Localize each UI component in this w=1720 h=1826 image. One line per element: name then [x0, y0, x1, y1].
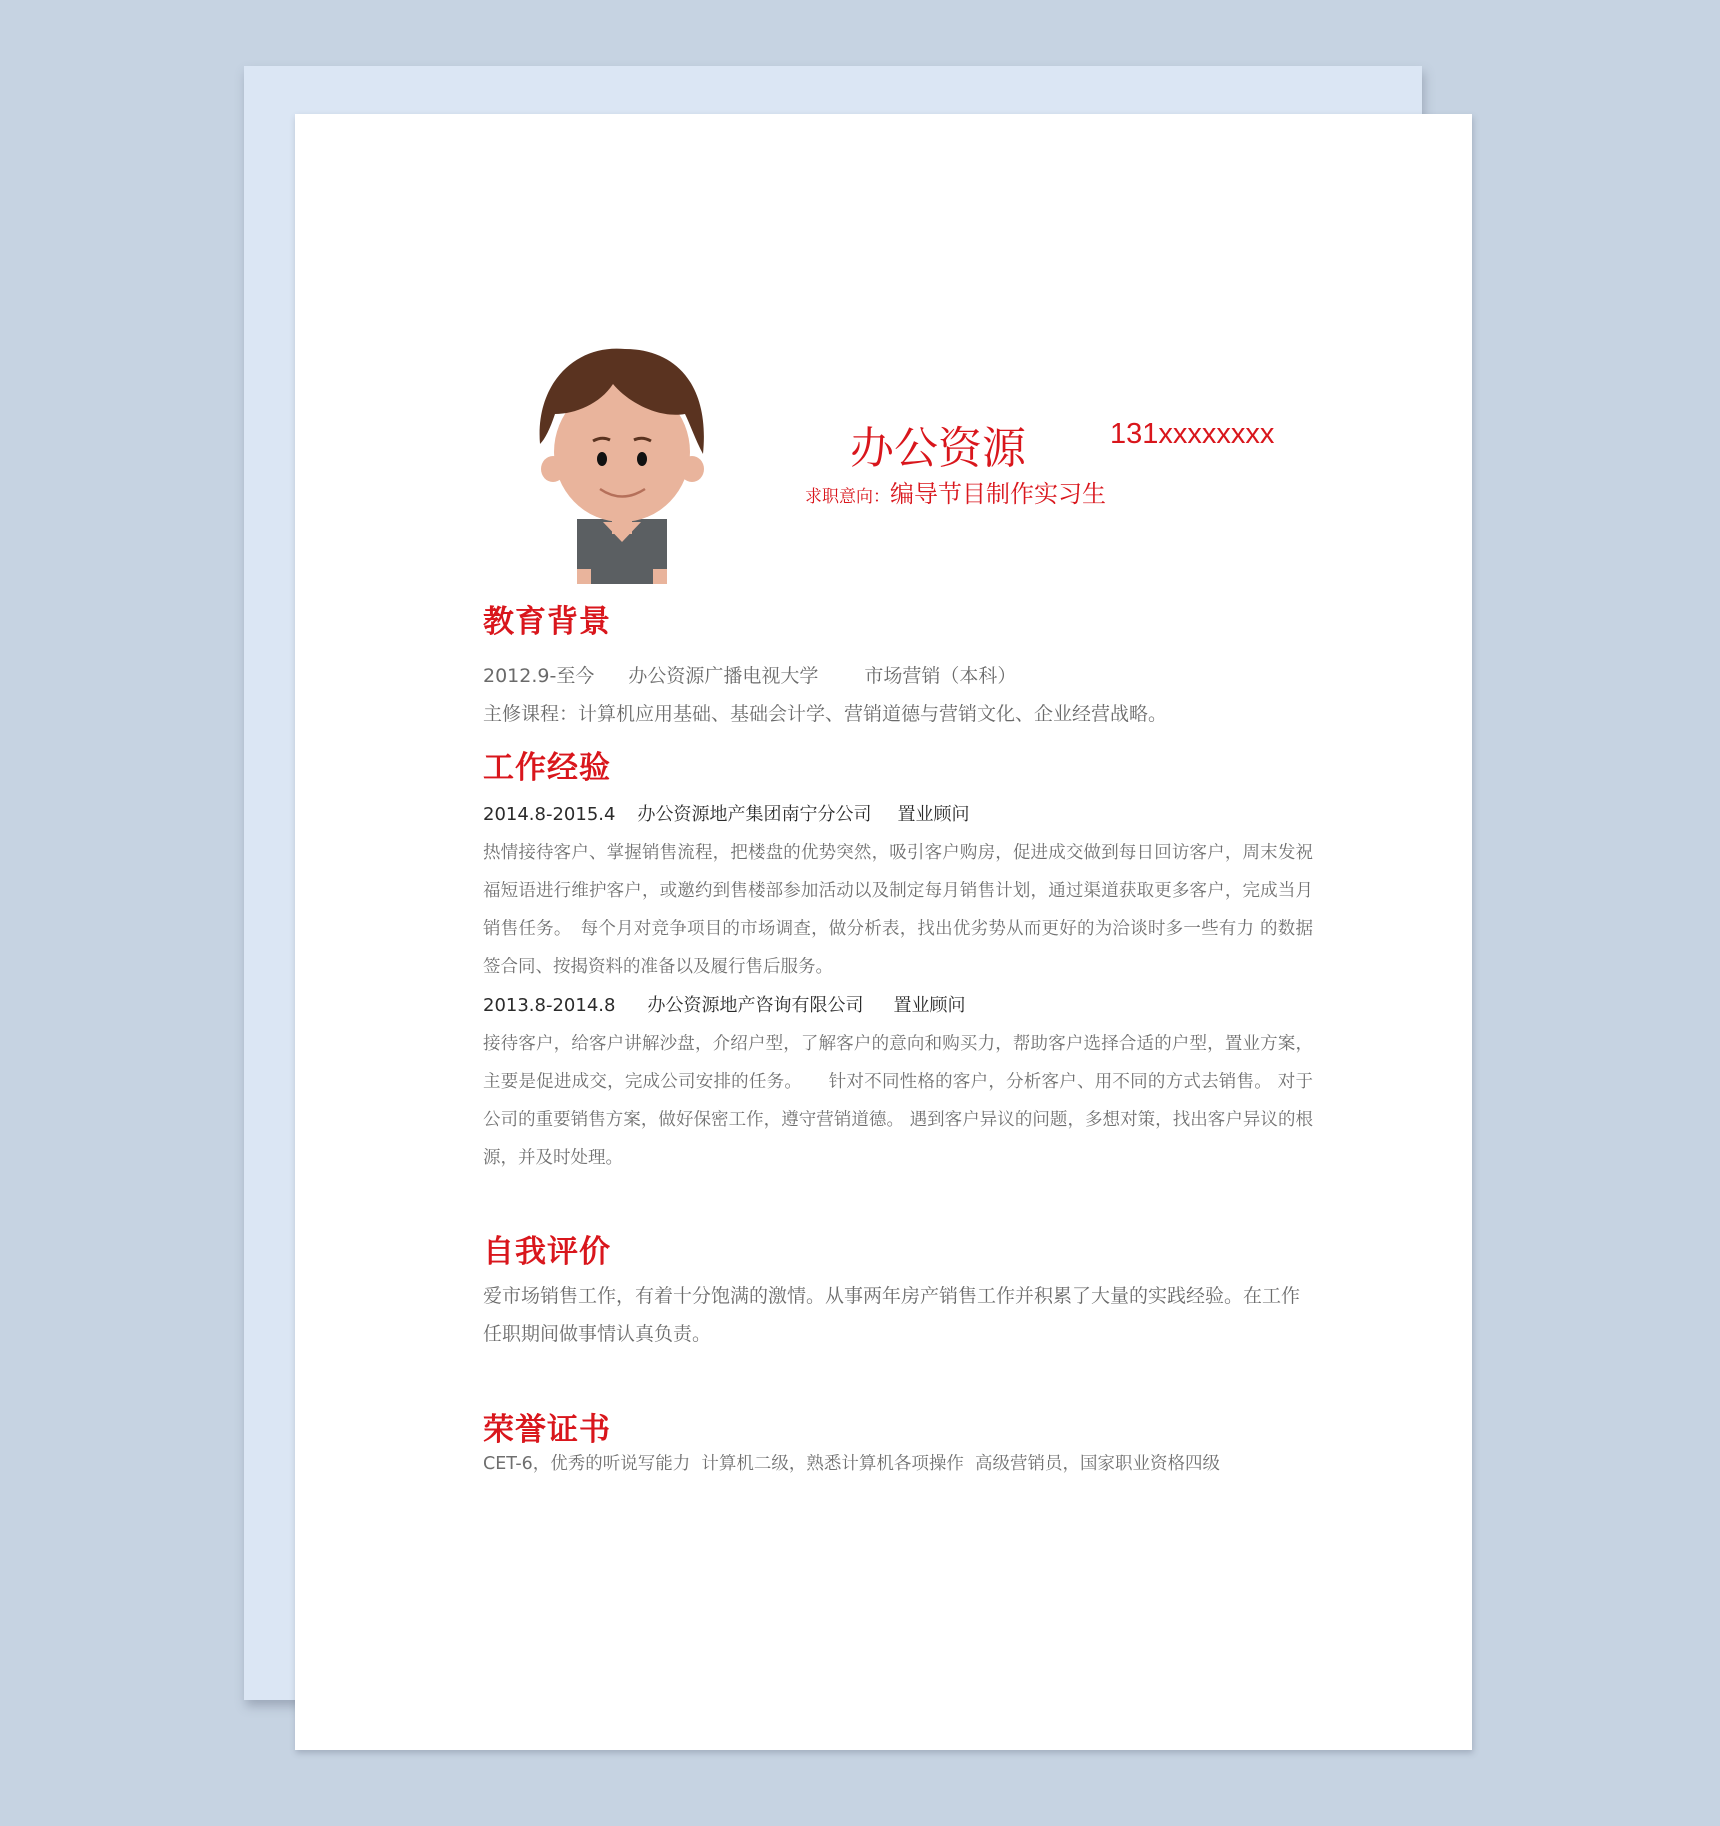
- job-intention-value: 编导节目制作实习生: [890, 480, 1106, 508]
- education-entry: [483, 657, 1313, 695]
- job-header: [483, 987, 1313, 1025]
- education-courses: 主修课程：计算机应用基础、基础会计学、营销道德与营销文化、企业经营战略。: [483, 703, 1168, 725]
- job-period: 2013.8-2014.8: [483, 995, 616, 1016]
- job-company: 办公资源地产咨询有限公司: [647, 995, 864, 1016]
- self-eval-heading: 自我评价: [483, 1234, 611, 1270]
- honors-heading: 荣誉证书: [483, 1412, 611, 1448]
- self-eval-text: 爱市场销售工作，有着十分饱满的激情。从事两年房产销售工作并积累了大量的实践经验。在工作任职期间做事情认真负责。: [483, 1285, 1301, 1345]
- job-role: 置业顾问: [897, 804, 970, 825]
- education-major: 市场营销（本科）: [864, 665, 1017, 687]
- job-intention-label: 求职意向：: [805, 487, 890, 507]
- job-header: [483, 796, 1313, 834]
- job-role: 置业顾问: [893, 995, 966, 1016]
- honors-text: CET-6，优秀的听说写能力 计算机二级，熟悉计算机各项操作 高级营销员，国家职业资格四级: [483, 1454, 1221, 1474]
- job-description: 接待客户，给客户讲解沙盘，介绍户型，了解客户的意向和购买力，帮助客户选择合适的户型，置业方案，主要是促进成交，完成公司安排的任务。 针对不同性格的客户，分析客户、用不同的方式去销售。 对于公司的重要销售方案，做好保密工作，遵守营销道德。 遇到客户异议的问题，多想对策，找出客户异议的根源，并及时处理。: [483, 1034, 1313, 1168]
- job-intention: [805, 474, 1106, 509]
- education-heading: 教育背景: [483, 604, 611, 640]
- education-period: 2012.9-至今: [483, 665, 595, 687]
- candidate-name: 办公资源: [850, 423, 1026, 474]
- resume-page: [295, 114, 1472, 1750]
- phone-number: 131xxxxxxxx: [1110, 418, 1275, 450]
- job-period: 2014.8-2015.4: [483, 804, 616, 825]
- job-company: 办公资源地产集团南宁分公司: [637, 804, 872, 825]
- education-school: 办公资源广播电视大学: [628, 665, 819, 687]
- work-heading: 工作经验: [483, 750, 611, 786]
- avatar: [535, 344, 710, 584]
- job-description: 热情接待客户、掌握销售流程，把楼盘的优势突然，吸引客户购房，促进成交做到每日回访客户，周末发祝福短语进行维护客户，或邀约到售楼部参加活动以及制定每月销售计划，通过渠道获取更多客户，完成当月销售任务。 每个月对竞争项目的市场调查，做分析表，找出优劣势从而更好的为洽谈时多一些有力 的数据签合同、按揭资料的准备以及履行售后服务。: [483, 843, 1313, 977]
